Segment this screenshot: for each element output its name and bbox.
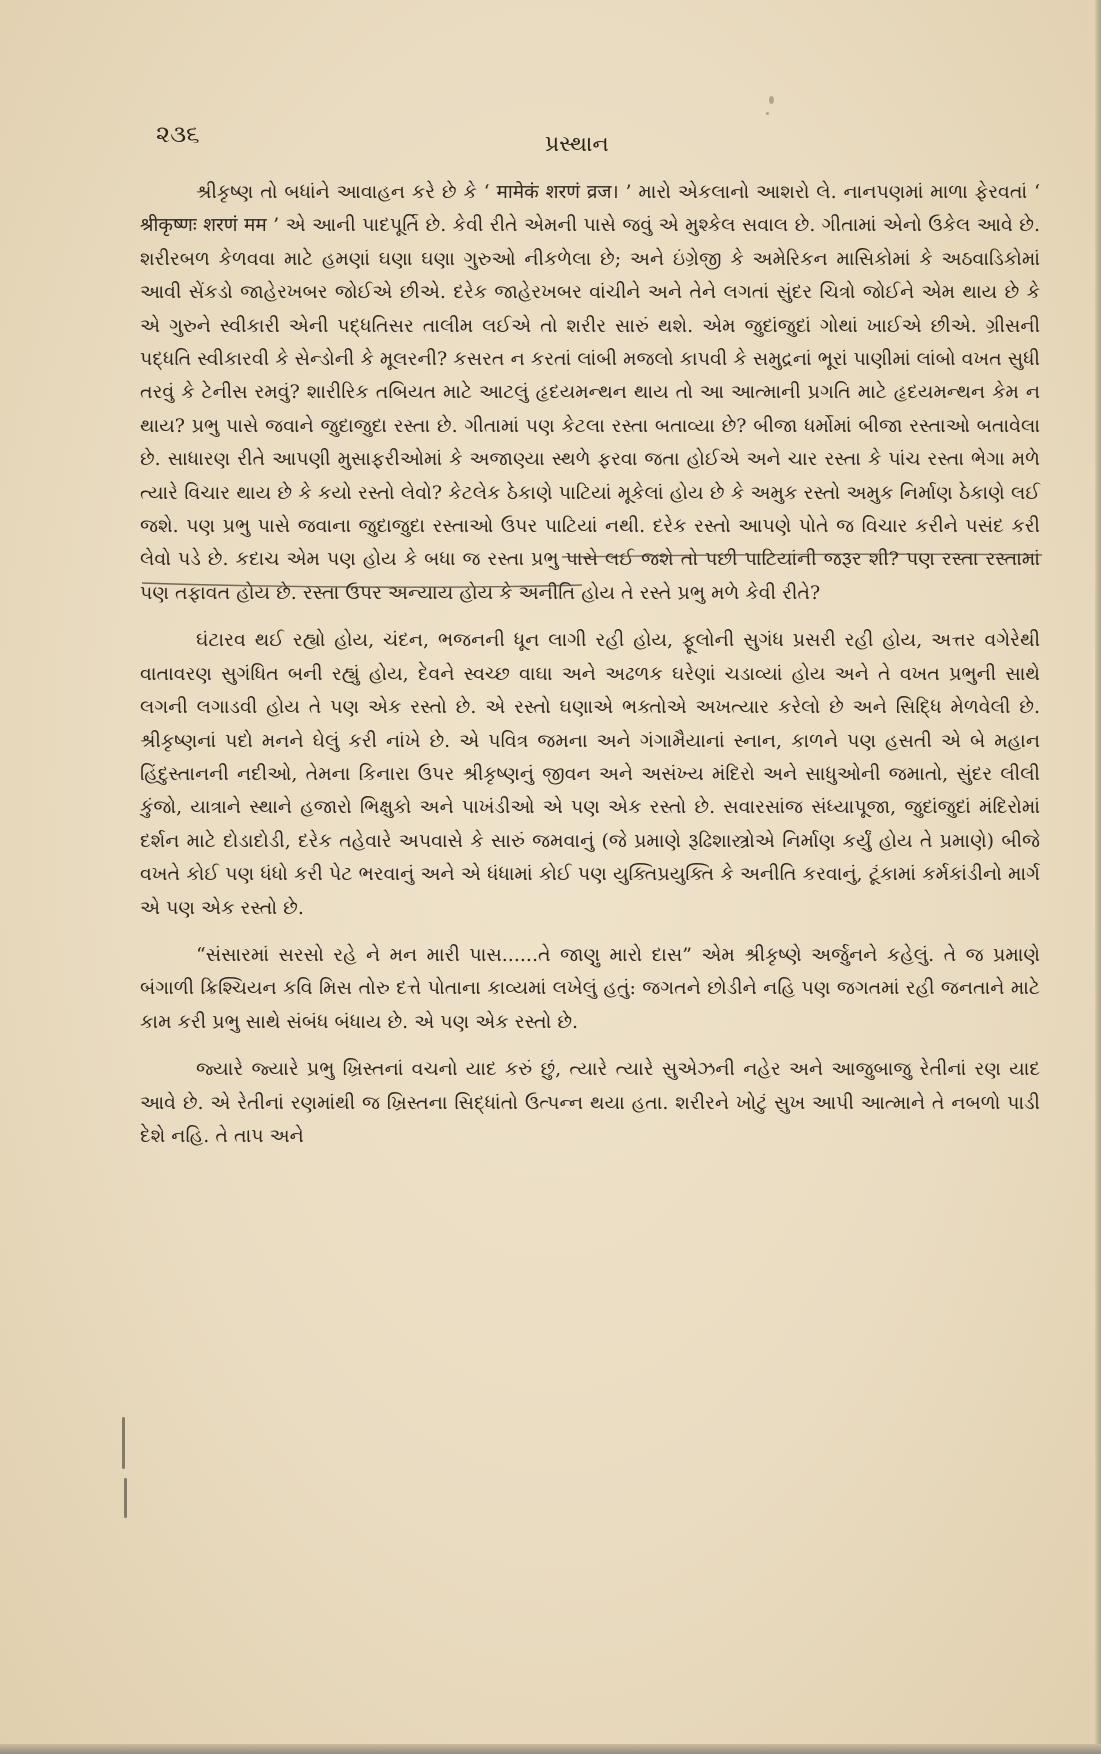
- running-head: પ્રસ્થાન: [545, 132, 609, 157]
- paper-speck: [769, 96, 774, 104]
- scan-edge-right: [1095, 0, 1101, 1754]
- page-number: ૨૩૬: [156, 120, 200, 148]
- paragraph-3: “સંસારમાં સરસો રહે ને મન મારી પાસ......તે જાણુ મારો દાસ” એમ શ્રીકૃષ્ણે અર્જુનને કહેલું. તે જ પ્રમાણે બંગાળી ક્રિશ્ચિયન કવિ મિસ તોરુ દત્તે પોતાના કાવ્યમાં લખેલું હતું: જગતને છોડીને નહિ પણ જગતમાં રહી જનતાને માટે કામ કરી પ્રભુ સાથે સંબંધ બંધાય છે. એ પણ એક રસ્તો છે.: [140, 943, 1040, 1033]
- page-header: [140, 120, 1040, 160]
- paper-speck: [766, 112, 769, 115]
- scan-edge-bottom: [0, 1744, 1101, 1754]
- body-text: [140, 176, 1040, 1167]
- margin-pencil-mark: [124, 1478, 127, 1518]
- paragraph-4: જ્યારે જ્યારે પ્રભુ ખ્રિસ્તનાં વચનો યાદ કરું છું, ત્યારે ત્યારે સુએઝની નહેર અને આજુબાજુ રેતીનાં રણ યાદ આવે છે. એ રેતીનાં રણમાંથી જ ખ્રિસ્તના સિદ્ધાંતો ઉત્પન્ન થયા હતા. શરીરને ખોટું સુખ આપી આત્માને તે નબળો પાડી દેશે નહિ. તે તાપ અને: [140, 1058, 1040, 1147]
- margin-pencil-mark: [122, 1417, 125, 1469]
- paragraph-2: ઘંટારવ થઈ રહ્યો હોય, ચંદન, ભજનની ધૂન લાગી રહી હોય, ફૂલોની સુગંધ પ્રસરી રહી હોય, અત્તર વગેરેથી વાતાવરણ સુગંધિત બની રહ્યું હોય, દેવને સ્વચ્છ વાઘા અને અઢળક ઘરેણાં ચડાવ્યાં હોય અને તે વખત પ્રભુની સાથે લગની લગાડવી હોય તે પણ એક રસ્તો છે. એ રસ્તો ઘણાએ ભક્તોએ અખત્યાર કરેલો છે અને સિદ્ધિ મેળવેલી છે. શ્રીકૃષ્ણનાં પદો મનને ઘેલું કરી નાંખે છે. એ પવિત્ર જમના અને ગંગામૈયાનાં સ્નાન, કાળને પણ હસતી એ બે મહાન હિંદુસ્તાનની નદીઓ, તેમના કિનારા ઉપર શ્રીકૃષ્ણનું જીવન અને અસંખ્ય મંદિરો અને સાધુઓની જમાતો, સુંદર લીલી કુંજો, યાત્રાને સ્થાને હજારો ભિક્ષુકો અને પાખંડીઓ એ પણ એક રસ્તો છે. સવારસાંજ સંધ્યાપૂજા, જુદાંજુદાં મંદિરોમાં દર્શન માટે દોડાદોડી, દરેક તહેવારે અપવાસે કે સારું જમવાનું (જે પ્રમાણે રૂઢિશાસ્ત્રોએ નિર્માણ કર્યું હોય તે પ્રમાણે) બીજે વખતે કોઈ પણ ધંધો કરી પેટ ભરવાનું અને એ ધંધામાં કોઈ પણ યુક્તિપ્રયુક્તિ કે અનીતિ કરવાનું, ટૂંકામાં કર્મકાંડીનો માર્ગ એ પણ એક રસ્તો છે.: [140, 629, 1040, 919]
- paragraph-1: શ્રીકૃષ્ણ તો બધાંને આવાહન કરે છે કે ‘ मामेकं शरणं व्रज। ’ મારો એકલાનો આશરો લે. નાનપણમાં માળા ફેરવતાં ‘ श्रीकृष्णः शरणं मम ’ એ આની પાદપૂર્તિ છે. કેવી રીતે એમની પાસે જવું એ મુશ્કેલ સવાલ છે. ગીતામાં એનો ઉકેલ આવે છે. શરીરબળ કેળવવા માટે હમણાં ઘણા ઘણા ગુરુઓ નીકળેલા છે; અને ઇંગ્રેજી કે અમેરિકન માસિકોમાં કે અઠવાડિકોમાં આવી સેંકડો જાહેરખબર જોઈએ છીએ. દરેક જાહેરખબર વાંચીને અને તેને લગતાં સુંદર ચિત્રો જોઈને એમ થાય છે કે એ ગુરુને સ્વીકારી એની પદ્ધતિસર તાલીમ લઈએ તો શરીર સારું થશે. એમ જુદાંજુદાં ગોથાં ખાઈએ છીએ. ગ્રીસની પદ્ધતિ સ્વીકારવી કે સેન્ડોની કે મૂલરની? કસરત ન કરતાં લાંબી મજલો કાપવી કે સમુદ્રનાં ભૂરાં પાણીમાં લાંબો વખત સુધી તરવું કે ટેનીસ રમવું? શારીરિક તબિયત માટે આટલું હૃદયમન્થન થાય તો આ આત્માની પ્રગતિ માટે હૃદયમન્થન કેમ ન થાય? પ્રભુ પાસે જવાને જુદાજુદા રસ્તા છે. ગીતામાં પણ કેટલા રસ્તા બતાવ્યા છે? બીજા ધર્મોમાં બીજા રસ્તાઓ બતાવેલા છે. સાધારણ રીતે આપણી મુસાફરીઓમાં કે અજાણ્યા સ્થળે ફરવા જતા હોઈએ અને ચાર રસ્તા કે પાંચ રસ્તા ભેગા મળે ત્યારે વિચાર થાય છે કે કયો રસ્તો લેવો? કેટલેક ઠેકાણે પાટિયાં મૂકેલાં હોય છે કે અમુક રસ્તો અમુક નિર્માણ ઠેકાણે લઈ જશે. પણ પ્રભુ પાસે જવાના જુદાજુદા રસ્તાઓ ઉપર પાટિયાં નથી. દરેક રસ્તો આપણે પોતે જ વિચાર કરીને પસંદ કરી લેવો પડે છે. કદાચ એમ પણ હોય કે બધા જ રસ્તા પ્રભુ પાસે લઈ જશે તો પછી પાટિયાંની જરૂર શી? પણ રસ્તા રસ્તામાં પણ તફાવત હોય છે. રસ્તા ઉપર અન્યાય હોય કે અનીતિ હોય તે રસ્તે પ્રભુ મળે કેવી રીતે?: [140, 181, 1040, 604]
